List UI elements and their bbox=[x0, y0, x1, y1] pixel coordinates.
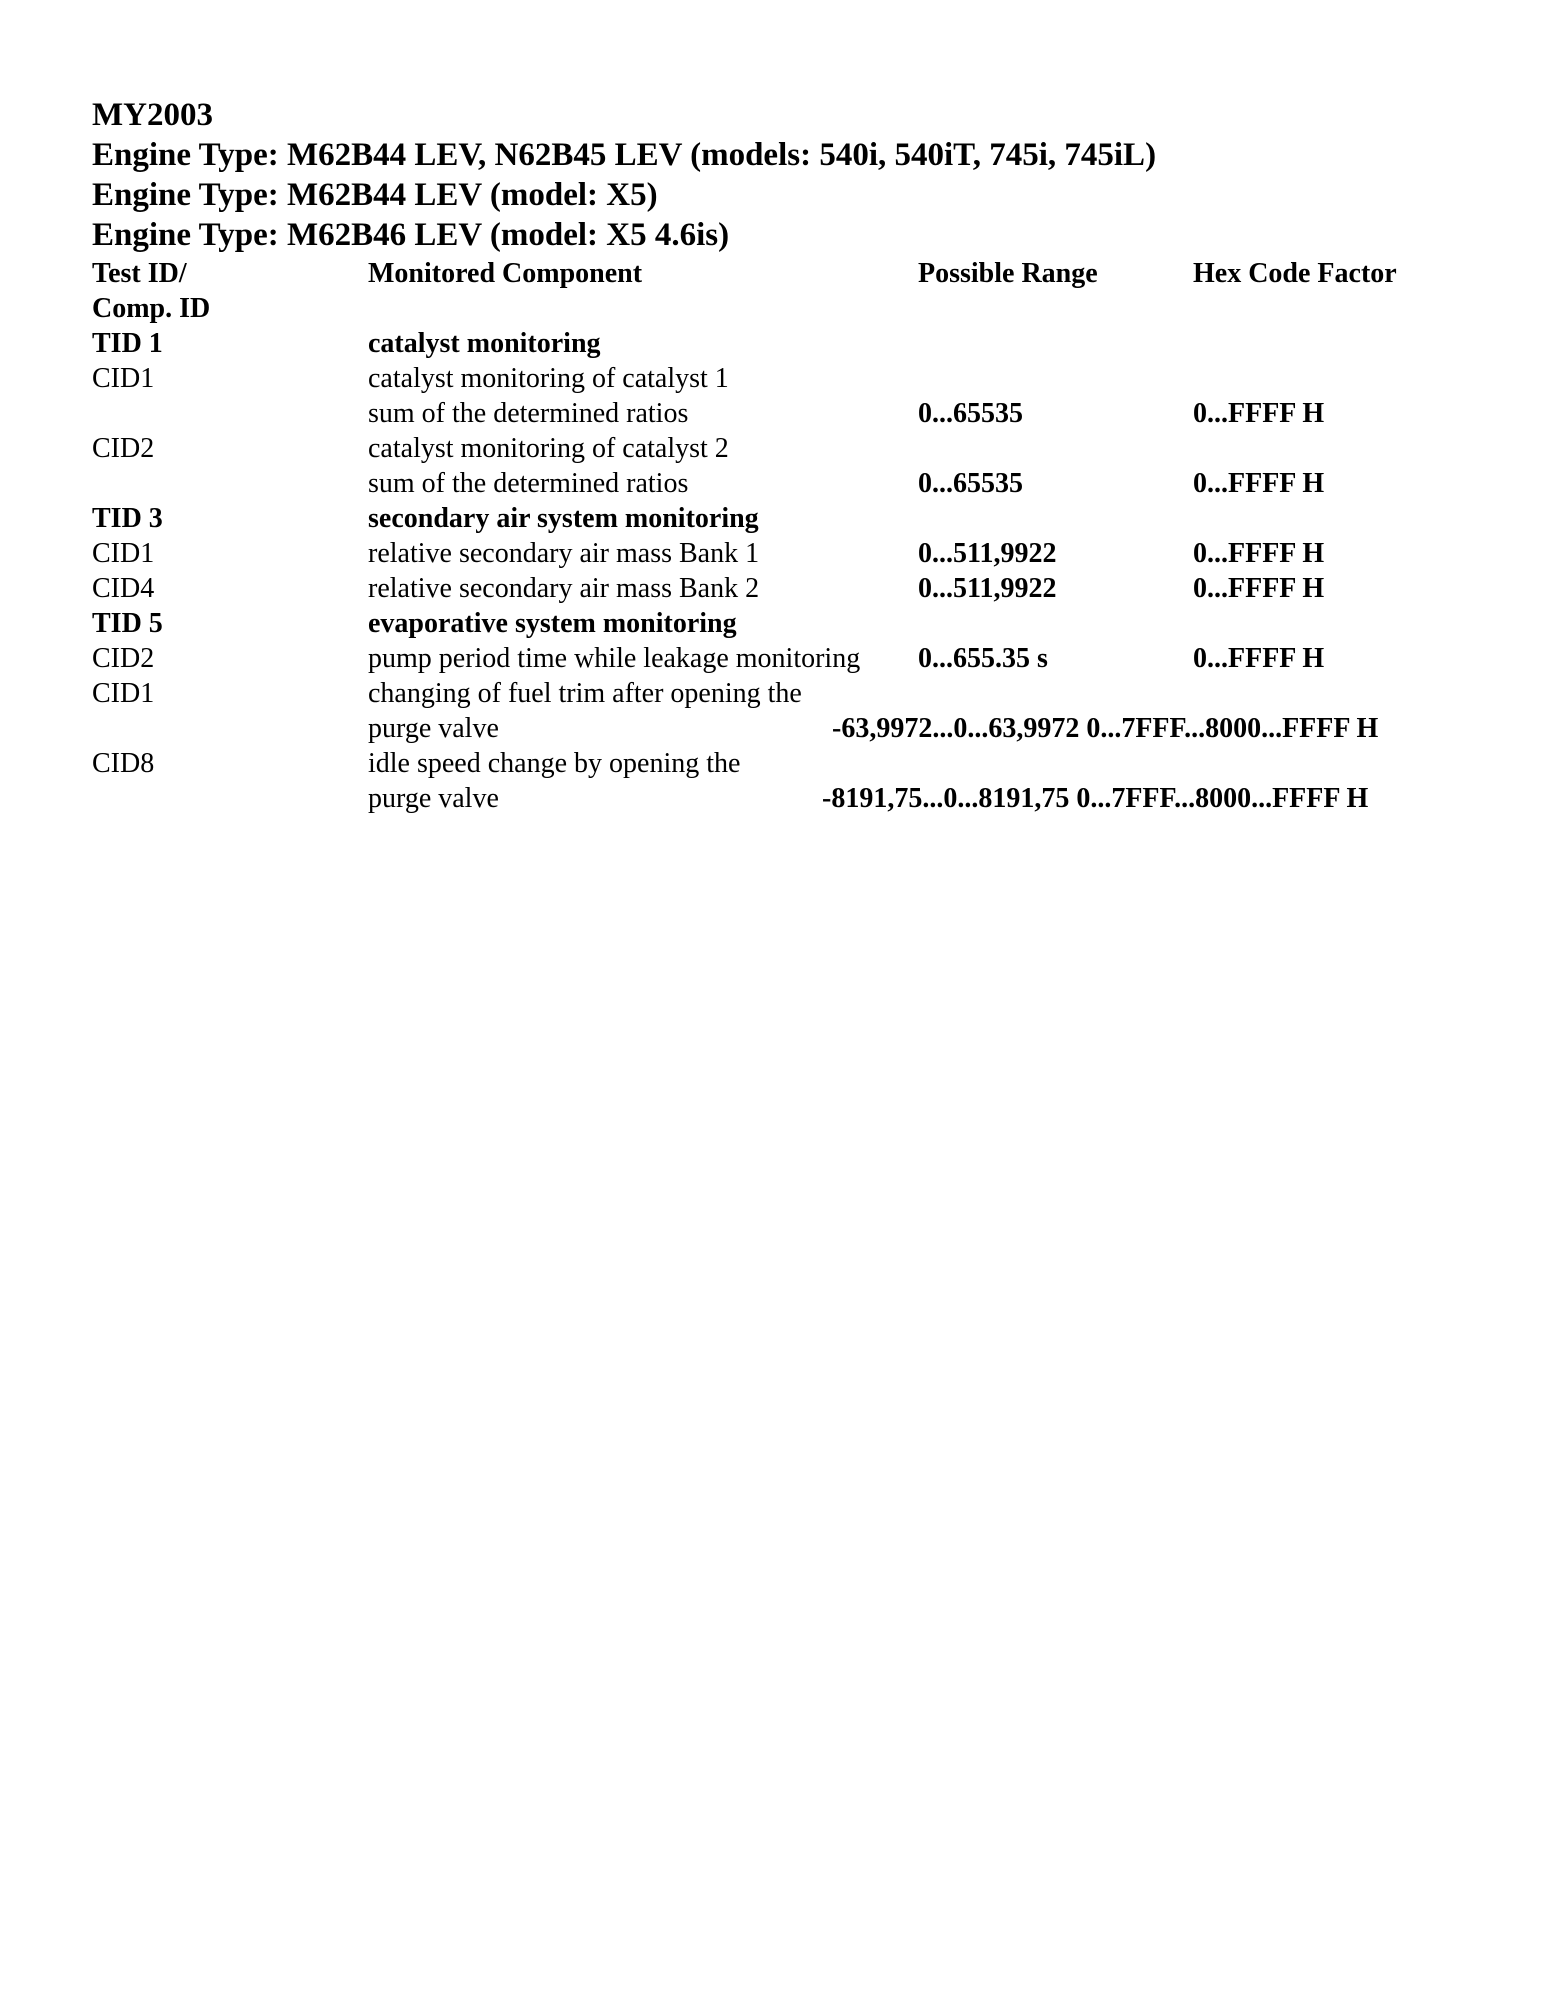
row-tid3-cid1-hex: 0...FFFF H bbox=[1193, 538, 1325, 569]
model-year-heading: MY2003 bbox=[92, 97, 213, 133]
row-tid5-cid1-range-hex: -63,9972...0...63,9972 0...7FFF...8000...FFFF H bbox=[832, 713, 1379, 744]
tid-5-title: evaporative system monitoring bbox=[368, 608, 737, 639]
row-tid1-cid2-component-line1: catalyst monitoring of catalyst 2 bbox=[368, 433, 729, 464]
row-tid3-cid4-hex: 0...FFFF H bbox=[1193, 573, 1325, 604]
row-tid5-cid8-range-hex: -8191,75...0...8191,75 0...7FFF...8000...FFFF H bbox=[822, 783, 1369, 814]
column-header-comp-id: Comp. ID bbox=[92, 293, 211, 324]
row-tid5-cid8-component-line2: purge valve bbox=[368, 783, 499, 814]
row-tid5-cid1-component-line2: purge valve bbox=[368, 713, 499, 744]
engine-type-line-1: Engine Type: M62B44 LEV, N62B45 LEV (models: 540i, 540iT, 745i, 745iL) bbox=[92, 137, 1157, 173]
column-header-monitored-component: Monitored Component bbox=[368, 258, 643, 289]
row-tid5-cid8-component-line1: idle speed change by opening the bbox=[368, 748, 741, 779]
row-tid1-cid1-id: CID1 bbox=[92, 363, 155, 394]
row-tid1-cid2-hex: 0...FFFF H bbox=[1193, 468, 1325, 499]
row-tid5-cid2-component: pump period time while leakage monitoring bbox=[368, 643, 861, 674]
row-tid1-cid2-component-line2: sum of the determined ratios bbox=[368, 468, 689, 499]
row-tid1-cid1-range: 0...65535 bbox=[918, 398, 1023, 429]
tid-3-title: secondary air system monitoring bbox=[368, 503, 759, 534]
tid-5-label: TID 5 bbox=[92, 608, 163, 639]
engine-type-line-3: Engine Type: M62B46 LEV (model: X5 4.6is) bbox=[92, 217, 730, 253]
row-tid5-cid1-id: CID1 bbox=[92, 678, 155, 709]
tid-3-label: TID 3 bbox=[92, 503, 163, 534]
column-header-test-id: Test ID/ bbox=[92, 258, 187, 289]
row-tid3-cid1-component: relative secondary air mass Bank 1 bbox=[368, 538, 760, 569]
row-tid1-cid1-component-line1: catalyst monitoring of catalyst 1 bbox=[368, 363, 729, 394]
row-tid1-cid2-id: CID2 bbox=[92, 433, 155, 464]
row-tid5-cid2-id: CID2 bbox=[92, 643, 155, 674]
engine-type-line-2: Engine Type: M62B44 LEV (model: X5) bbox=[92, 177, 658, 213]
row-tid5-cid2-range: 0...655.35 s bbox=[918, 643, 1048, 674]
column-header-hex-code-factor: Hex Code Factor bbox=[1193, 258, 1397, 289]
row-tid1-cid1-hex: 0...FFFF H bbox=[1193, 398, 1325, 429]
row-tid3-cid4-range: 0...511,9922 bbox=[918, 573, 1057, 604]
row-tid3-cid1-range: 0...511,9922 bbox=[918, 538, 1057, 569]
row-tid5-cid8-id: CID8 bbox=[92, 748, 155, 779]
row-tid3-cid1-id: CID1 bbox=[92, 538, 155, 569]
row-tid3-cid4-id: CID4 bbox=[92, 573, 155, 604]
row-tid1-cid2-range: 0...65535 bbox=[918, 468, 1023, 499]
row-tid3-cid4-component: relative secondary air mass Bank 2 bbox=[368, 573, 760, 604]
row-tid5-cid2-hex: 0...FFFF H bbox=[1193, 643, 1325, 674]
row-tid5-cid1-component-line1: changing of fuel trim after opening the bbox=[368, 678, 802, 709]
row-tid1-cid1-component-line2: sum of the determined ratios bbox=[368, 398, 689, 429]
column-header-possible-range: Possible Range bbox=[918, 258, 1098, 289]
tid-1-label: TID 1 bbox=[92, 328, 163, 359]
tid-1-title: catalyst monitoring bbox=[368, 328, 601, 359]
